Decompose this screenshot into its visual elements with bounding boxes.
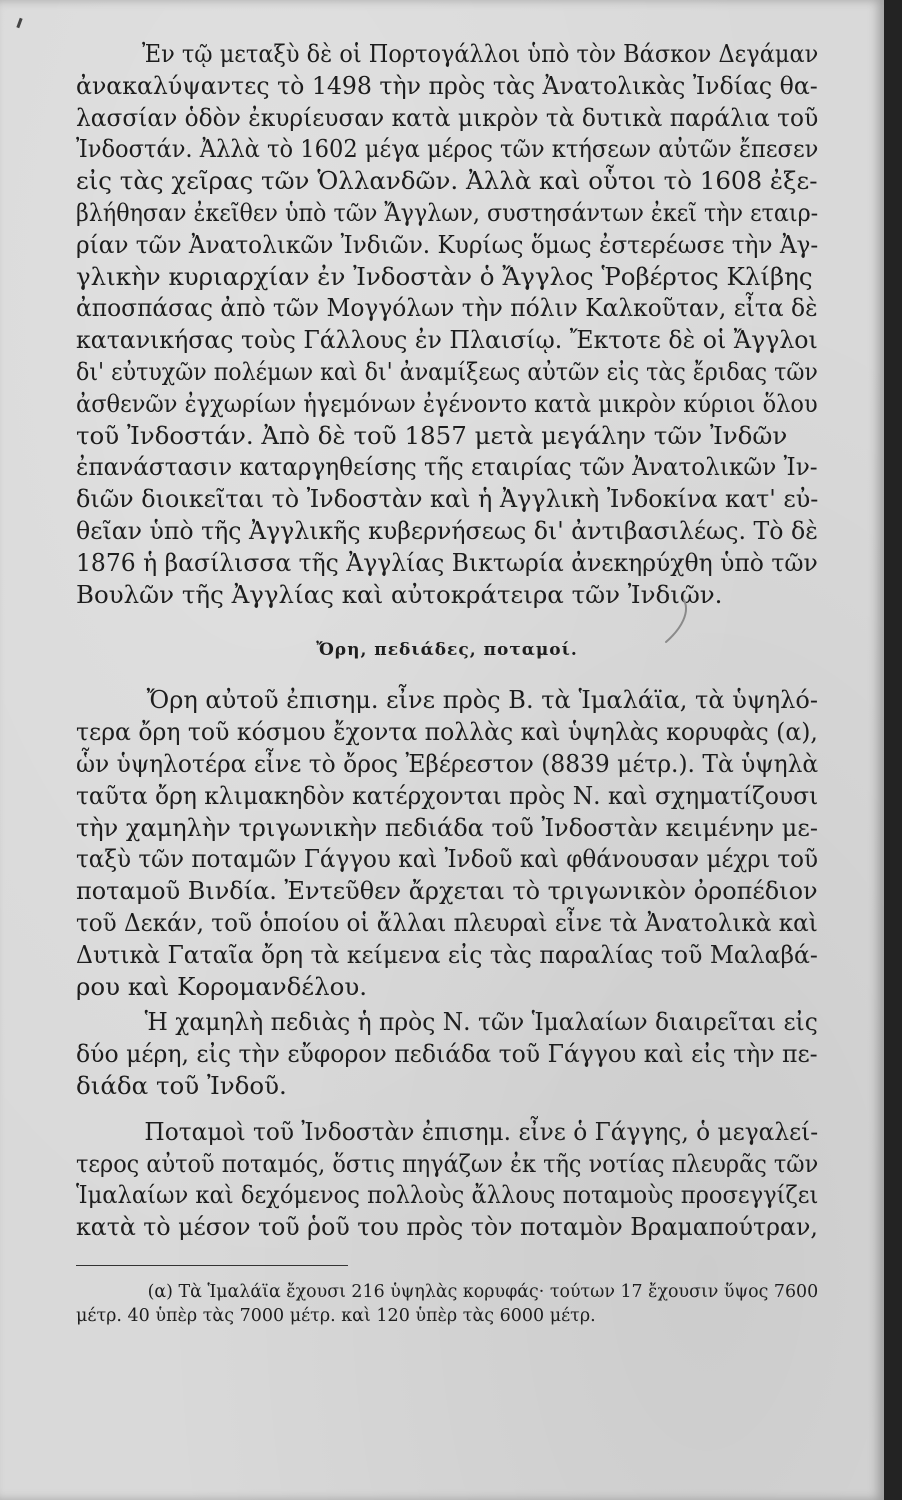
text-line: 1876 ἡ βασίλισσα τῆς Ἀγγλίας Βικτωρία ἀνεκηρύχθη ὑπὸ τῶν bbox=[76, 547, 818, 577]
text-line: ρίαν τῶν Ἀνατολικῶν Ἰνδιῶν. Κυρίως ὅμως ἐστερέωσε τὴν Ἀγ- bbox=[76, 229, 819, 259]
section-heading: Ὄρη, πεδιάδες, ποταμοί. bbox=[316, 640, 578, 661]
text-line: δι' εὐτυχῶν πολέμων καὶ δι' ἀναμίξεως αὐτῶν εἰς τὰς ἔριδας τῶν bbox=[76, 356, 818, 386]
text-line: κατανικήσας τοὺς Γάλλους ἐν Πλαισίῳ. Ἔκτοτε δὲ οἱ Ἄγγλοι bbox=[76, 325, 818, 355]
paragraph-2 bbox=[76, 684, 818, 1002]
text-line: ρου καὶ Κορομανδέλου. bbox=[76, 971, 368, 1001]
paragraph-1 bbox=[76, 38, 818, 610]
text-line: τὴν χαμηλὴν τριγωνικὴν πεδιάδα τοῦ Ἰνδοστὰν κειμένην με- bbox=[76, 812, 818, 842]
text-line: τοῦ Δεκάν, τοῦ ὁποίου οἱ ἄλλαι πλευραὶ εἶνε τὰ Ἀνατολικὰ καὶ bbox=[76, 907, 818, 937]
page-content bbox=[76, 38, 818, 1328]
text-line: θεῖαν ὑπὸ τῆς Ἀγγλικῆς κυβερνήσεως δι' ἀντιβασιλέως. Τὸ δὲ bbox=[76, 515, 818, 545]
text-line: Ἡ χαμηλὴ πεδιὰς ἡ πρὸς Ν. τῶν Ἱμαλαίων διαιρεῖται εἰς bbox=[144, 1007, 818, 1037]
text-line: κατὰ τὸ μέσον τοῦ ῥοῦ του πρὸς τὸν ποταμὸν Βραμαπούτραν, bbox=[76, 1212, 818, 1242]
text-line: Βουλῶν τῆς Ἀγγλίας καὶ αὐτοκράτειρα τῶν Ἰνδιῶν. bbox=[76, 579, 723, 609]
text-line: ταξὺ τῶν ποταμῶν Γάγγου καὶ Ἰνδοῦ καὶ φθάνουσαν μέχρι τοῦ bbox=[76, 844, 819, 874]
pencil-mark bbox=[660, 598, 700, 648]
text-line: ἀνακαλύψαντες τὸ 1498 τὴν πρὸς τὰς Ἀνατολικὰς Ἰνδίας θα- bbox=[76, 70, 818, 100]
text-line: Ἐν τῷ μεταξὺ δὲ οἱ Πορτογάλλοι ὑπὸ τὸν Βάσκον Δεγάμαν bbox=[141, 39, 819, 68]
text-line: Ὄρη αὐτοῦ ἐπισημ. εἶνε πρὸς Β. τὰ Ἱμαλάϊα, τὰ ὑψηλό- bbox=[146, 685, 818, 715]
text-line: γλικὴν κυριαρχίαν ἐν Ἰνδοστὰν ὁ Ἄγγλος Ῥοβέρτος Κλίβης bbox=[76, 261, 813, 291]
text-line: λασσίαν ὁδὸν ἐκυρίευσαν κατὰ μικρὸν τὰ δυτικὰ παράλια τοῦ bbox=[76, 102, 819, 132]
text-line: Ἱμαλαίων καὶ δεχόμενος πολλοὺς ἄλλους ποταμοὺς προσεγγίζει bbox=[76, 1180, 819, 1210]
footnote-line: (α) Τὰ Ἱμαλάϊα ἔχουσι 216 ὑψηλὰς κορυφάς· τούτων 17 ἔχουσιν ὕψος 7600 bbox=[147, 1281, 819, 1302]
text-line: τερα ὄρη τοῦ κόσμου ἔχοντα πολλὰς καὶ ὑψηλὰς κορυφὰς (α), bbox=[76, 717, 818, 747]
text-line: βλήθησαν ἐκεῖθεν ὑπὸ τῶν Ἄγγλων, συστησάντων ἐκεῖ τὴν εταιρ- bbox=[76, 197, 819, 227]
text-line: διάδα τοῦ Ἰνδοῦ. bbox=[76, 1070, 287, 1100]
paragraph-3 bbox=[76, 1006, 818, 1101]
text-line: ὧν ὑψηλοτέρα εἶνε τὸ ὄρος Ἐβέρεστον (8839 μέτρ.). Τὰ ὑψηλὰ bbox=[76, 748, 819, 778]
footnote bbox=[76, 1280, 818, 1328]
text-line: τερος αὐτοῦ ποταμός, ὅστις πηγάζων ἐκ τῆς νοτίας πλευρᾶς τῶν bbox=[76, 1148, 819, 1178]
text-line: ἀσθενῶν ἐγχωρίων ἡγεμόνων ἐγένοντο κατὰ μικρὸν κύριοι ὅλου bbox=[76, 388, 818, 418]
paragraph-4 bbox=[76, 1116, 818, 1243]
text-line: Ποταμοὶ τοῦ Ἰνδοστὰν ἐπισημ. εἶνε ὁ Γάγγης, ὁ μεγαλεί- bbox=[144, 1116, 819, 1146]
text-line: ποταμοῦ Βινδία. Ἐντεῦθεν ἄρχεται τὸ τριγωνικὸν ὀροπέδιον bbox=[76, 876, 818, 906]
edge-mark bbox=[16, 18, 22, 28]
footnote-divider bbox=[76, 1265, 348, 1266]
text-line: δύο μέρη, εἰς τὴν εὔφορον πεδιάδα τοῦ Γάγγου καὶ εἰς τὴν πε- bbox=[76, 1039, 818, 1069]
text-line: ἐπανάστασιν καταργηθείσης τῆς εταιρίας τῶν Ἀνατολικῶν Ἰν- bbox=[76, 452, 818, 482]
text-line: εἰς τὰς χεῖρας τῶν Ὁλλανδῶν. Ἀλλὰ καὶ οὗτοι τὸ 1608 ἐξε- bbox=[76, 166, 818, 196]
text-line: ταῦτα ὄρη κλιμακηδὸν κατέρχονται πρὸς Ν. καὶ σχηματίζουσι bbox=[76, 780, 819, 810]
text-line: διῶν διοικεῖται τὸ Ἰνδοστὰν καὶ ἡ Ἀγγλικὴ Ἰνδοκίνα κατ' εὐ- bbox=[76, 484, 819, 514]
text-line: Ἰνδοστάν. Ἀλλὰ τὸ 1602 μέγα μέρος τῶν κτήσεων αὐτῶν ἔπεσεν bbox=[76, 134, 819, 164]
footnote-line: μέτρ. 40 ὑπὲρ τὰς 7000 μέτρ. καὶ 120 ὑπὲρ τὰς 6000 μέτρ. bbox=[76, 1305, 596, 1326]
text-line: ἀποσπάσας ἀπὸ τῶν Μογγόλων τὴν πόλιν Καλκοῦταν, εἶτα δὲ bbox=[76, 293, 818, 323]
text-line: τοῦ Ἰνδοστάν. Ἀπὸ δὲ τοῦ 1857 μετὰ μεγάλην τῶν Ἰνδῶν bbox=[76, 420, 788, 450]
text-line: Δυτικὰ Γαταῖα ὄρη τὰ κείμενα εἰς τὰς παραλίας τοῦ Μαλαβά- bbox=[76, 939, 818, 969]
